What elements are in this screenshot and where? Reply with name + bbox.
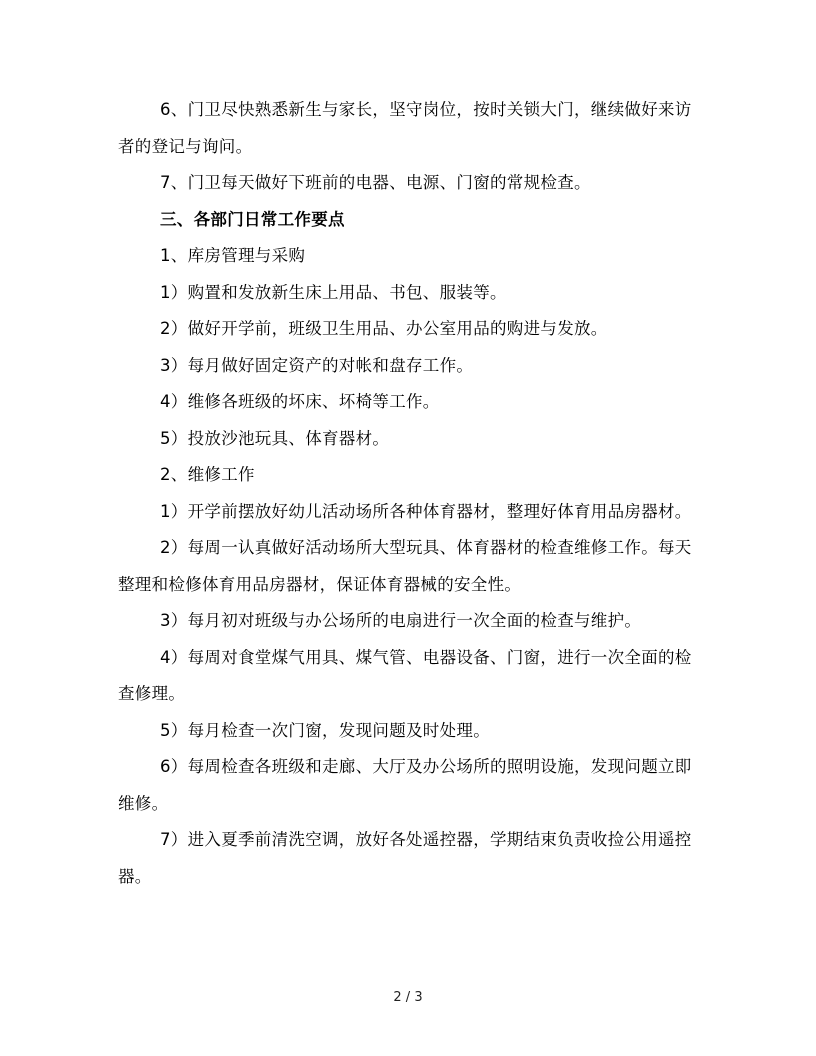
paragraph-maintenance-3: 3）每月初对班级与办公场所的电扇进行一次全面的检查与维护。 [160, 611, 642, 630]
paragraph-warehouse-2: 2）做好开学前，班级卫生用品、办公室用品的购进与发放。 [160, 319, 608, 338]
paragraph-warehouse-5: 5）投放沙池玩具、体育器材。 [160, 428, 390, 448]
section-heading: 三、各部门日常工作要点 [160, 209, 345, 229]
subsection-heading-maintenance: 2、维修工作 [160, 465, 255, 484]
page-number: 2 / 3 [393, 990, 423, 1005]
paragraph-warehouse-3: 3）每月做好固定资产的对帐和盘存工作。 [160, 355, 474, 375]
paragraph-warehouse-1: 1）购置和发放新生床上用品、书包、服装等。 [160, 282, 507, 302]
paragraph-maintenance-5: 5）每月检查一次门窗，发现问题及时处理。 [160, 720, 490, 740]
paragraph-warehouse-4: 4）维修各班级的坏床、坏椅等工作。 [160, 392, 440, 411]
subsection-heading-warehouse: 1、库房管理与采购 [160, 246, 306, 265]
paragraph-maintenance-4: 4）每周对食堂煤气用具、煤气管、电器设备、门窗，进行一次全面的检查修理。 [118, 647, 692, 703]
paragraph-gatekeeper-7: 7、门卫每天做好下班前的电器、电源、门窗的常规检查。 [160, 173, 591, 192]
paragraph-gatekeeper-6: 6、门卫尽快熟悉新生与家长，坚守岗位，按时关锁大门，继续做好来访者的登记与询问。 [118, 100, 692, 156]
paragraph-maintenance-7: 7）进入夏季前清洗空调，放好各处遥控器，学期结束负责收捡公用遥控器。 [118, 830, 692, 886]
paragraph-maintenance-1: 1）开学前摆放好幼儿活动场所各种体育器材，整理好体育用品房器材。 [160, 501, 692, 521]
paragraph-maintenance-2: 2）每周一认真做好活动场所大型玩具、体育器材的检查维修工作。每天整理和检修体育用品房器材，保证体育器械的安全性。 [118, 538, 692, 594]
paragraph-maintenance-6: 6）每周检查各班级和走廊、大厅及办公场所的照明设施，发现问题立即维修。 [118, 757, 692, 813]
document-body [118, 92, 698, 895]
